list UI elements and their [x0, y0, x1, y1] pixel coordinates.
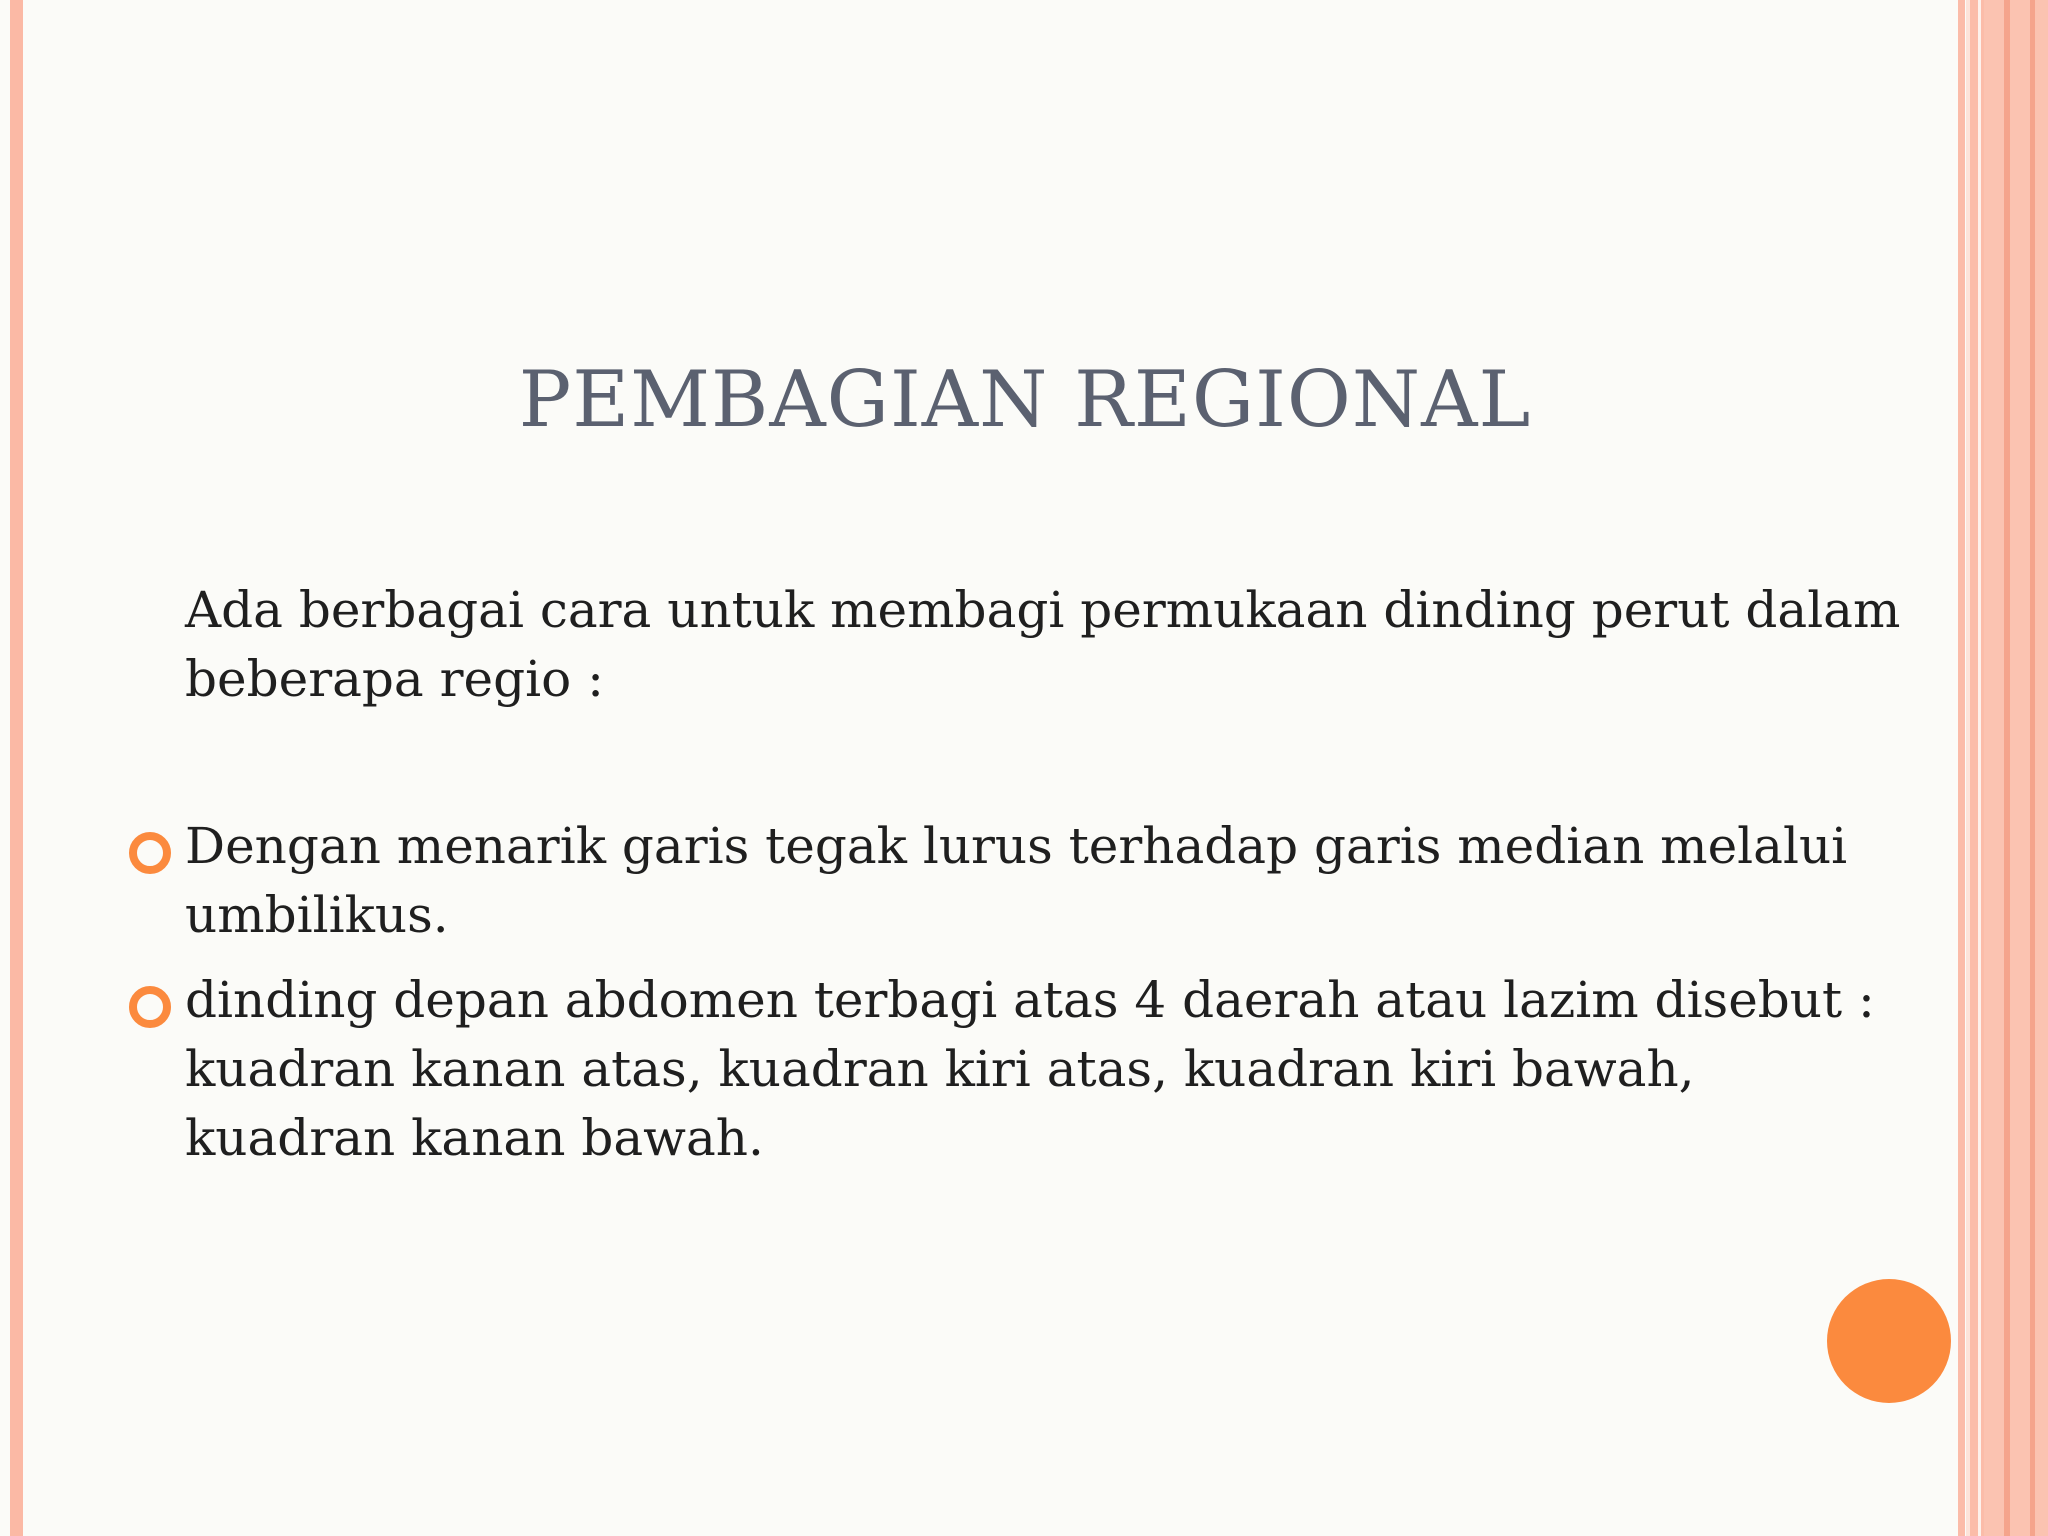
right-border-stripe: [1970, 0, 1978, 1536]
bullet-item: [125, 966, 1905, 1173]
right-border-stripe: [1958, 0, 1965, 1536]
ring-bullet-icon: [129, 986, 171, 1028]
intro-paragraph: Ada berbagai cara untuk membagi permukaan dinding perut dalam beberapa regio :: [185, 581, 1901, 708]
bullet-text: dinding depan abdomen terbagi atas 4 daerah atau lazim disebut : kuadran kanan atas, kuadran kiri atas, kuadran kiri bawah, kuadran kanan bawah.: [185, 971, 1875, 1167]
bullet-item: [125, 812, 1905, 950]
slide-title: PEMBAGIAN REGIONAL: [518, 355, 1532, 445]
decorative-orange-circle: [1827, 1279, 1951, 1403]
right-border-stripe: [2004, 0, 2010, 1536]
bullet-list: [125, 812, 1905, 1189]
right-border-stripe: [1984, 0, 2048, 1536]
left-border-stripe: [10, 0, 23, 1536]
bullet-text: Dengan menarik garis tegak lurus terhadap garis median melalui umbilikus.: [185, 817, 1848, 944]
right-border-stripe: [2030, 0, 2035, 1536]
ring-bullet-icon: [129, 832, 171, 874]
